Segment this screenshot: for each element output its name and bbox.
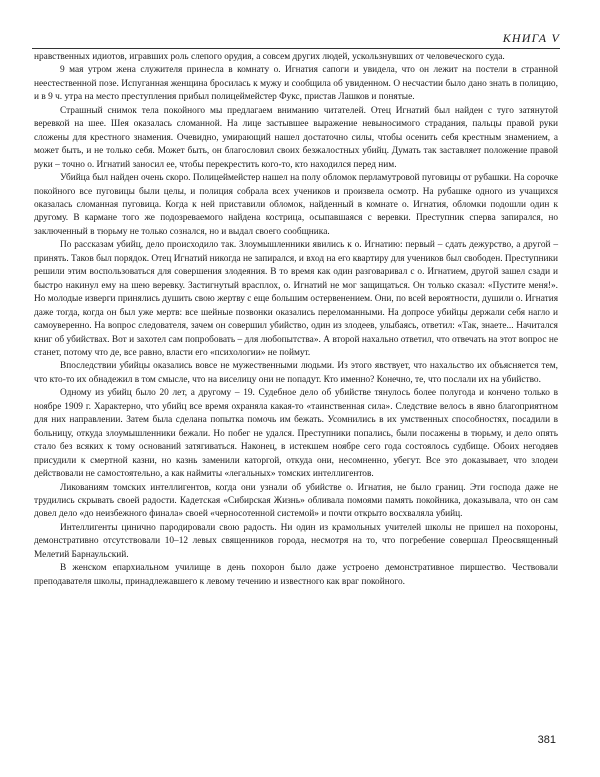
page-number: 381 bbox=[537, 734, 556, 746]
paragraph: Интеллигенты цинично пародировали свою радость. Ни один из крамольных учителей школы не пришел на похороны, демонстративно отсутствовали 10–12 левых священников города, несмотря на то, что погребение совершал Преосвященный Мелетий Барнаульский. bbox=[34, 522, 558, 560]
paragraph: Одному из убийц было 20 лет, а другому – 19. Судебное дело об убийстве тянулось более полугода и кончено только в ноябре 1909 г. Характерно, что убийц все время охраняла какая-то «таинственная сила». Следствие велось в явно благоприятном для них направлении. Затем была сделана попытка помочь им бежать. Усомнились в их умственных способностях, посадили в больницу, откуда злоумышленники бежали. Но побег не удался. Преступники попались, были посажены в тюрьму, и дело опять стало без всяких к тому оснований затягиваться. Наконец, в истекшем ноябре сего года состоялось судбище. Обоих негодяев присудили к смертной казни, но казнь заменили каторгой, откуда они, несомненно, убегут. Все это доказывает, что злодеи действовали не самостоятельно, а как наймиты «легальных» томских интеллигентов. bbox=[34, 388, 558, 480]
paragraph: В женском епархиальном училище в день похорон было даже устроено демонстративное пиршество. Чествовали преподавателя школы, принадлежавшего к левому течению и известного как враг покойного. bbox=[34, 563, 558, 587]
running-header: КНИГА V bbox=[502, 31, 560, 45]
paragraph: нравственных идиотов, игравших роль слепого орудия, а совсем других людей, ускользнувших от человеческого суда. bbox=[34, 52, 505, 62]
paragraph: Убийца был найден очень скоро. Полицеймейстер нашел на полу обломок перламутровой пуговицы от рубашки. На сорочке покойного все пуговицы были целы, и полиция собрала всех учеников и произвела осмотр. На рубашке одного из учащихся оказалась сломанная пуговица. Когда к ней приставили обломок, найденный в комнате о. Игнатия, обломки подошли один к другому. В кармане того же подозреваемого найдена кострица, осыпавшаяся с веревки. Преступник сперва запирался, но заключенный в тюрьму не только сознался, но и выдал своего сообщника. bbox=[34, 173, 558, 237]
body-text bbox=[34, 51, 558, 589]
paragraph: Ликованиям томских интеллигентов, когда они узнали об убийстве о. Игнатия, не было границ. Эти господа даже не трудились скрывать своей радости. Кадетская «Сибирская Жизнь» обливала помоями память покойника, доказывала, что он сам довел дело «до неизбежного финала» своей «черносотенной системой» и почти открыто восхваляла убийц. bbox=[34, 482, 558, 520]
header-rule bbox=[32, 48, 560, 49]
paragraph: Впоследствии убийцы оказались вовсе не мужественными людьми. Из этого явствует, что нахальство их объясняется тем, что кто-то их обнадежил в том смысле, что на виселицу они не попадут. Кто именно? Конечно, те, что послали их на убийство. bbox=[34, 361, 558, 385]
paragraph: По рассказам убийц, дело происходило так. Злоумышленники явились к о. Игнатию: первый – сдать дежурство, а другой – принять. Таков был порядок. Отец Игнатий никогда не запирался, и вход на его квартиру для учеников был свободен. Преступники решили этим воспользоваться для совершения злодеяния. В то время как один разговаривал с о. Игнатием, другой зашел сзади и быстро накинул ему на шею веревку. Застигнутый врасплох, о. Игнатий не мог защищаться. Он только сказал: «Пустите меня!». Но молодые изверги принялись душить свою жертву с еще большим остервенением. Они, по всей вероятности, душили о. Игнатия даже тогда, когда он был уже мертв: все шейные позвонки оказались переломанными. На допросе убийцы держали себя нагло и самоуверенно. На вопрос следователя, зачем он совершил убийство, один из злодеев, улыбаясь, ответил: «Так, знаете... Начитался книг об убийствах. Вот и захотел сам попробовать – для любопытства». А второй нахально ответил, что отвечать на этот вопрос не станет, потому что де, все равно, власти его «психологии» не поймут. bbox=[34, 240, 558, 358]
paragraph: 9 мая утром жена служителя принесла в комнату о. Игнатия сапоги и увидела, что он лежит на постели в странной неестественной позе. Испуганная женщина бросилась к мужу и сообщила об увиденном. О несчастии было дано знать в полицию, и в 9 ч. утра на место преступления прибыл полицеймейстер Фукс, пристав Лашков и понятые. bbox=[34, 65, 558, 103]
paragraph: Страшный снимок тела покойного мы предлагаем вниманию читателей. Отец Игнатий был найден с туго затянутой веревкой на шее. Шея оказалась сломанной. На лице застывшее выражение невыносимого страдания, пальцы правой руки сложены для крестного знамения. Очевидно, умирающий нашел достаточно силы, чтобы осенить себя крестным знамением, а может быть, и не только себя. Может быть, он благословил своих безжалостных убийц. Думать так заставляет положение правой руки – точно о. Игнатий заносил ее, чтобы перекрестить кого-то, кто находился перед ним. bbox=[34, 105, 558, 170]
